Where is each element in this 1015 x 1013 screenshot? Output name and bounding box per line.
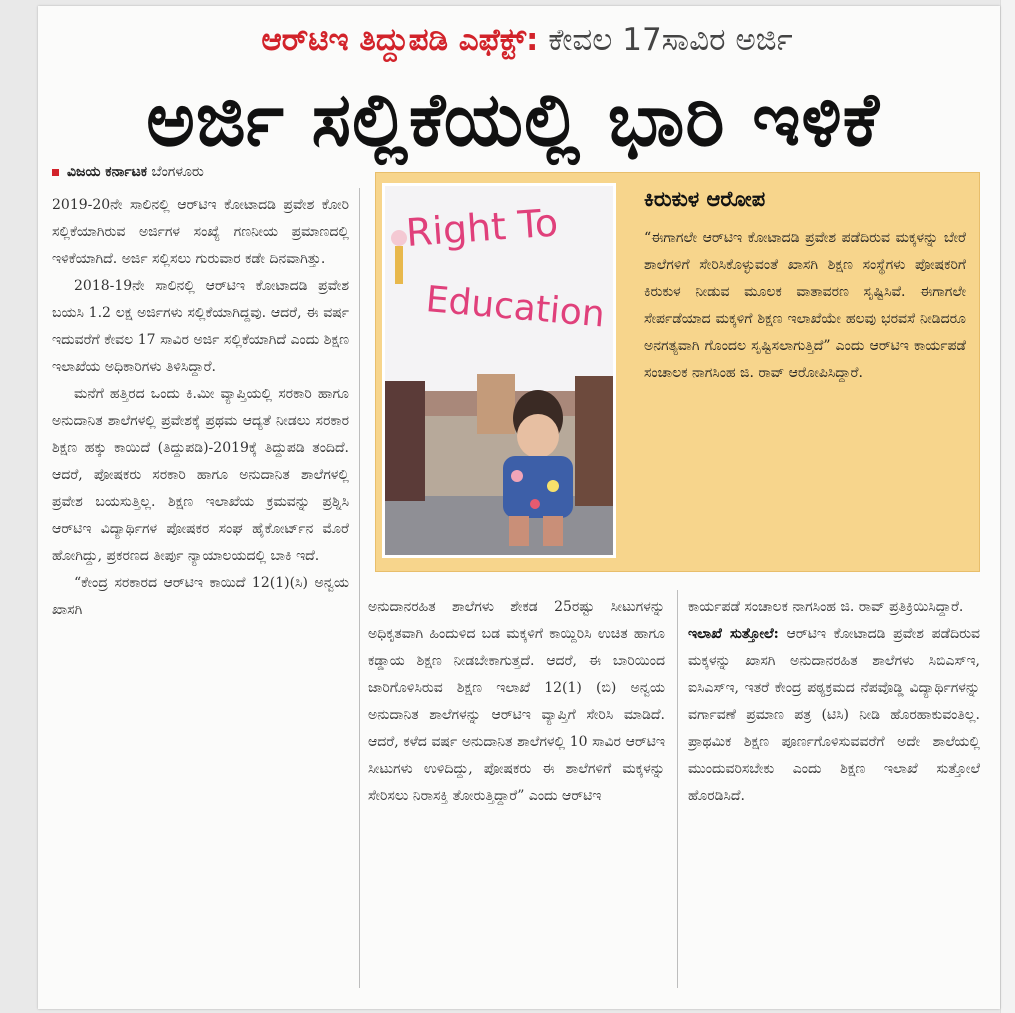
photo-illustration <box>385 186 613 555</box>
subheading-text: ಆರ್‌ಟಿಇ ಕೋಟಾದಡಿ ಪ್ರವೇಶ ಪಡೆದಿರುವ ಮಕ್ಕಳನ್ನು ಖಾಸಗಿ ಅನುದಾನರಹಿತ ಶಾಲೆಗಳು ಸಿಬಿಎಸ್‌ಇ, ಐಸಿಎಸ್‌ಇ, ಇತರೆ ಕೇಂದ್ರ ಪಠ್ಯಕ್ರಮದ ನೆಪವೊಡ್ಡಿ ವಿದ್ಯಾರ್ಥಿಗಳನ್ನು ವರ್ಗಾವಣೆ ಪ್ರಮಾಣ ಪತ್ರ (ಟಿಸಿ) ನೀಡಿ ಹೊರಹಾಕುವಂತಿಲ್ಲ. ಪ್ರಾಥಮಿಕ ಶಿಕ್ಷಣ ಪೂರ್ಣಗೊಳಿಸುವವರೆಗೆ ಅದೇ ಶಾಲೆಯಲ್ಲಿ ಮುಂದುವರಿಸಬೇಕು ಎಂದು ಶಿಕ್ಷಣ ಇಲಾಖೆ ಸುತ್ತೋಲೆ ಹೊರಡಿಸಿದೆ. <box>688 626 980 804</box>
byline-source: ವಿಜಯ ಕರ್ನಾಟಕ <box>67 164 148 180</box>
article-column-1 <box>52 192 349 992</box>
paragraph: ಅನುದಾನರಹಿತ ಶಾಲೆಗಳು ಶೇಕಡ 25ರಷ್ಟು ಸೀಟುಗಳನ್ನು ಅಧಿಕೃತವಾಗಿ ಹಿಂದುಳಿದ ಬಡ ಮಕ್ಕಳಿಗೆ ಕಾಯ್ದಿರಿಸಿ ಉಚಿತ ಹಾಗೂ ಕಡ್ಡಾಯ ಶಿಕ್ಷಣ ನೀಡಬೇಕಾಗುತ್ತದೆ. ಆದರೆ, ಈ ಬಾರಿಯಿಂದ ಜಾರಿಗೊಳಿಸಿರುವ ಶಿಕ್ಷಣ ಇಲಾಖೆ 12(1) (ಬಿ) ಅನ್ವಯ ಅನುದಾನಿತ ಶಾಲೆಗಳನ್ನು ಆರ್‌ಟಿಇ ವ್ಯಾಪ್ತಿಗೆ ಸೇರಿಸಿ ಮಾಡಿದೆ. ಆದರೆ, ಕಳೆದ ವರ್ಷ ಅನುದಾನಿತ ಶಾಲೆಗಳಲ್ಲಿ 10 ಸಾವಿರ ಆರ್‌ಟಿಇ ಸೀಟುಗಳು ಉಳಿದಿದ್ದು, ಪೋಷಕರು ಈ ಶಾಲೆಗಳಿಗೆ ಮಕ್ಕಳನ್ನು ಸೇರಿಸಲು ನಿರಾಸಕ್ತಿ ತೋರುತ್ತಿದ್ದಾರೆ” ಎಂದು ಆರ್‌ಟಿಇ <box>368 599 665 804</box>
byline <box>52 162 204 182</box>
sidebar-box <box>375 172 980 572</box>
bullet-square-icon <box>52 169 59 176</box>
paragraph: 2019-20ನೇ ಸಾಲಿನಲ್ಲಿ ಆರ್‌ಟಿಇ ಕೋಟಾದಡಿ ಪ್ರವೇಶ ಕೋರಿ ಸಲ್ಲಿಕೆಯಾಗಿರುವ ಅರ್ಜಿಗಳ ಸಂಖ್ಯೆ ಗಣನೀಯ ಪ್ರಮಾಣದಲ್ಲಿ ಇಳಿಕೆಯಾಗಿದೆ. ಅರ್ಜಿ ಸಲ್ಲಿಸಲು ಗುರುವಾರ ಕಡೇ ದಿನವಾಗಿತ್ತು. <box>52 197 349 267</box>
placard-line-1: Right To <box>404 200 560 255</box>
article-column-2 <box>368 594 665 994</box>
byline-place: ಬೆಂಗಳೂರು <box>151 164 204 180</box>
paragraph: “ಕೇಂದ್ರ ಸರಕಾರದ ಆರ್‌ಟಿಇ ಕಾಯಿದೆ 12(1)(ಸಿ) ಅನ್ವಯ ಖಾಸಗಿ <box>52 575 349 618</box>
paragraph: 2018-19ನೇ ಸಾಲಿನಲ್ಲಿ ಆರ್‌ಟಿಇ ಕೋಟಾದಡಿ ಪ್ರವೇಶ ಬಯಸಿ 1.2 ಲಕ್ಷ ಅರ್ಜಿಗಳು ಸಲ್ಲಿಕೆಯಾಗಿದ್ದವು. ಆದರೆ, ಈ ವರ್ಷ ಇದುವರೆಗೆ ಕೇವಲ 17 ಸಾವಿರ ಅರ್ಜಿ ಸಲ್ಲಿಕೆಯಾಗಿದೆ ಎಂದು ಶಿಕ್ಷಣ ಇಲಾಖೆಯ ಅಧಿಕಾರಿಗಳು ತಿಳಿಸಿದ್ದಾರೆ. <box>52 278 349 375</box>
paragraph <box>688 621 980 810</box>
article-column-3 <box>688 594 980 994</box>
sidebar-body: “ಈಗಾಗಲೇ ಆರ್‌ಟಿಇ ಕೋಟಾದಡಿ ಪ್ರವೇಶ ಪಡೆದಿರುವ ಮಕ್ಕಳನ್ನು ಬೇರೆ ಶಾಲೆಗಳಿಗೆ ಸೇರಿಸಿಕೊಳ್ಳುವಂತೆ ಖಾಸಗಿ ಶಿಕ್ಷಣ ಸಂಸ್ಥೆಗಳು ಪೋಷಕರಿಗೆ ಕಿರುಕುಳ ನೀಡುವ ಮೂಲಕ ವಾತಾವರಣ ಸೃಷ್ಟಿಸಿವೆ. ಈಗಾಗಲೇ ಸೇರ್ಪಡೆಯಾದ ಮಕ್ಕಳಿಗೆ ಶಿಕ್ಷಣ ಇಲಾಖೆಯೇ ಹಲವು ಭರವಸೆ ನೀಡಿದರೂ ಅನಗತ್ಯವಾಗಿ ಗೊಂದಲ ಸೃಷ್ಟಿಸಲಾಗುತ್ತಿದೆ” ಎಂದು ಆರ್‌ಟಿಇ ಕಾರ್ಯಪಡೆ ಸಂಚಾಲಕ ನಾಗಸಿಂಹ ಜಿ. ರಾವ್ ಆರೋಪಿಸಿದ್ದಾರೆ. <box>644 230 966 381</box>
placard-line-2: Education <box>424 279 607 336</box>
headline: ಅರ್ಜಿ ಸಲ್ಲಿಕೆಯಲ್ಲಿ ಭಾರಿ ಇಳಿಕೆ <box>146 77 880 163</box>
protest-photo <box>382 183 616 558</box>
adjacent-page-edge <box>1000 0 1015 1013</box>
sidebar-title: ಕಿರುಕುಳ ಆರೋಪ <box>644 187 766 211</box>
kicker-grey-text: ಕೇವಲ 17ಸಾವಿರ ಅರ್ಜಿ <box>548 22 793 58</box>
column-divider <box>677 590 678 988</box>
paragraph: ಮನೆಗೆ ಹತ್ತಿರದ ಒಂದು ಕಿ.ಮೀ ವ್ಯಾಪ್ತಿಯಲ್ಲಿ ಸರಕಾರಿ ಹಾಗೂ ಅನುದಾನಿತ ಶಾಲೆಗಳಲ್ಲಿ ಪ್ರವೇಶಕ್ಕೆ ಪ್ರಥಮ ಆದ್ಯತೆ ನೀಡಲು ಸರಕಾರ ಶಿಕ್ಷಣ ಹಕ್ಕು ಕಾಯಿದೆ (ತಿದ್ದುಪಡಿ)-2019ಕ್ಕೆ ತಿದ್ದುಪಡಿ ತಂದಿದೆ. ಆದರೆ, ಪೋಷಕರು ಸರಕಾರಿ ಹಾಗೂ ಅನುದಾನಿತ ಶಾಲೆಗಳಲ್ಲಿ ಪ್ರವೇಶ ಬಯಸುತ್ತಿಲ್ಲ. ಶಿಕ್ಷಣ ಇಲಾಖೆಯ ಕ್ರಮವನ್ನು ಪ್ರಶ್ನಿಸಿ ಆರ್‌ಟಿಇ ವಿದ್ಯಾರ್ಥಿಗಳ ಪೋಷಕರ ಸಂಘ ಹೈಕೋರ್ಟ್‌ನ ಮೊರೆ ಹೋಗಿದ್ದು, ಪ್ರಕರಣದ ತೀರ್ಪು ನ್ಯಾಯಾಲಯದಲ್ಲಿ ಬಾಕಿ ಇದೆ. <box>52 386 349 564</box>
column-divider <box>359 188 360 988</box>
subheading: ಇಲಾಖೆ ಸುತ್ತೋಲೆ: <box>688 626 779 642</box>
paragraph: ಕಾರ್ಯಪಡೆ ಸಂಚಾಲಕ ನಾಗಸಿಂಹ ಜಿ. ರಾವ್ ಪ್ರತಿಕ್ರಿಯಿಸಿದ್ದಾರೆ. <box>688 599 964 615</box>
kicker-line <box>92 18 962 62</box>
kicker-red-text: ಆರ್‌ಟಿಇ ತಿದ್ದುಪಡಿ ಎಫೆಕ್ಟ್‌: <box>261 22 539 58</box>
